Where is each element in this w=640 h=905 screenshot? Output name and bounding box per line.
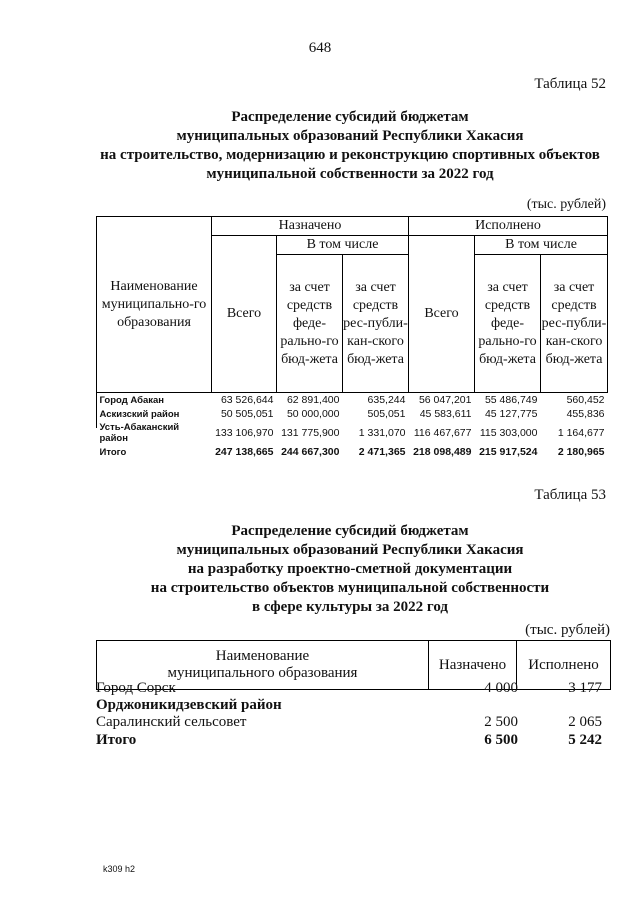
header-executed: Исполнено <box>517 641 611 690</box>
table53-title-line: Распределение субсидий бюджетам <box>231 523 469 539</box>
header-including: В том числе <box>277 236 409 255</box>
header-name: Наименование муниципально-го образования <box>97 217 212 393</box>
table-row-total <box>96 732 610 751</box>
cell: 635,244 <box>367 393 406 406</box>
table52-title-line: на строительство, модернизацию и реконструкцию спортивных объектов <box>100 147 600 163</box>
table53-units: (тыс. рублей) <box>525 622 610 638</box>
header-republic: за счет средств рес-публи-кан-ского бюд-жета <box>541 255 608 393</box>
cell: 45 583,611 <box>419 407 472 420</box>
table53-label: Таблица 53 <box>534 487 606 503</box>
table52-title-line: муниципальной собственности за 2022 год <box>206 166 494 182</box>
header-including: В том числе <box>475 236 608 255</box>
cell: 1 164,677 <box>557 426 605 439</box>
table52-title-line: муниципальных образований Республики Хакасия <box>176 128 524 144</box>
cell: 2 500 <box>484 714 518 730</box>
cell: 3 177 <box>568 680 602 696</box>
cell: 56 047,201 <box>418 393 472 406</box>
cell: 244 667,300 <box>281 445 340 458</box>
cell: 55 486,749 <box>484 393 538 406</box>
cell: 62 891,400 <box>286 393 340 406</box>
row-name: Город Абакан <box>99 394 165 406</box>
cell: 560,452 <box>566 393 605 406</box>
table-row <box>96 714 610 733</box>
cell: 218 098,489 <box>413 445 472 458</box>
cell: 2 180,965 <box>557 445 605 458</box>
cell: 215 917,524 <box>479 445 538 458</box>
row-name: Аскизский район <box>99 408 180 420</box>
cell: 4 000 <box>484 680 518 696</box>
cell: 115 303,000 <box>479 426 538 439</box>
table52 <box>96 216 608 459</box>
table-row <box>97 393 608 408</box>
header-assigned: Назначено <box>429 641 517 690</box>
cell: 133 106,970 <box>215 426 274 439</box>
cell: 63 526,644 <box>220 393 274 406</box>
row-name: Саралинский сельсовет <box>96 714 247 730</box>
cell: 1 331,070 <box>358 426 406 439</box>
table52-units: (тыс. рублей) <box>526 197 606 212</box>
footer-code: k309 h2 <box>103 864 136 874</box>
header-name-line: муниципального образования <box>167 665 358 681</box>
cell: 6 500 <box>484 732 518 748</box>
table53-title-line: в сфере культуры за 2022 год <box>251 599 449 615</box>
table52-title-line: Распределение субсидий бюджетам <box>231 109 469 125</box>
table53-title <box>60 522 640 617</box>
header-executed: Исполнено <box>409 217 608 236</box>
cell: 2 065 <box>568 714 602 730</box>
header-republic: за счет средств рес-публи-кан-ского бюд-жета <box>343 255 409 393</box>
cell: 2 471,365 <box>358 445 406 458</box>
row-name: Итого <box>96 732 137 748</box>
cell: 5 242 <box>568 732 602 748</box>
page-number: 648 <box>308 40 332 56</box>
cell: 505,051 <box>367 407 406 420</box>
header-federal: за счет средств феде-рально-го бюд-жета <box>277 255 343 393</box>
cell: 45 127,775 <box>484 407 538 420</box>
table-row-total <box>97 445 608 459</box>
row-name: Итого <box>99 446 127 458</box>
cell: 455,836 <box>566 407 605 420</box>
cell: 247 138,665 <box>215 445 274 458</box>
cell: 131 775,900 <box>281 426 340 439</box>
table53-title-line: на разработку проектно-сметной документации <box>187 561 513 577</box>
table52-title <box>60 108 640 184</box>
table53-title-line: муниципальных образований Республики Хакасия <box>176 542 524 558</box>
row-name: Город Сорск <box>96 680 176 696</box>
cell: 50 505,051 <box>220 407 274 420</box>
row-name: Орджоникидзевский район <box>96 697 282 713</box>
table-row <box>97 421 608 445</box>
table-rule <box>96 392 97 428</box>
cell: 116 467,677 <box>413 426 472 439</box>
cell: 50 000,000 <box>286 407 340 420</box>
table-row <box>97 407 608 421</box>
header-total: Всего <box>212 236 277 393</box>
table52-label: Таблица 52 <box>534 76 606 92</box>
header-federal: за счет средств феде-рально-го бюд-жета <box>475 255 541 393</box>
header-name-line: Наименование <box>215 648 310 664</box>
row-name: Усть-Абаканский район <box>99 422 180 444</box>
header-total: Всего <box>409 236 475 393</box>
header-assigned: Назначено <box>212 217 409 236</box>
table53-title-line: на строительство объектов муниципальной собственности <box>150 580 550 596</box>
